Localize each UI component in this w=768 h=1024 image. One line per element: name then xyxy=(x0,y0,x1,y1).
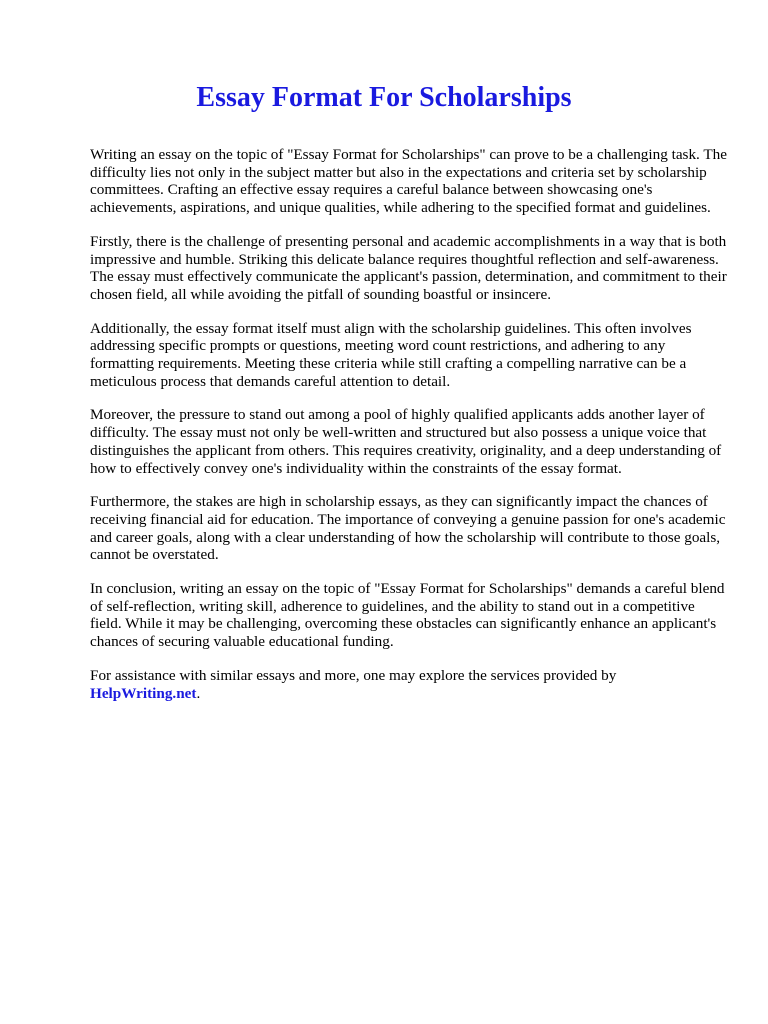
closing-text: For assistance with similar essays and more, one may explore the services provided by xyxy=(90,666,617,684)
closing-suffix: . xyxy=(196,684,201,702)
paragraph-6: In conclusion, writing an essay on the topic of "Essay Format for Scholarships" demands a careful blend of self-reflection, writing skill, adherence to guidelines, and the ability to stand out in a competitive field. While it may be challenging, overcoming these obstacles can significantly enhance an applicant's chances of securing valuable educational funding. xyxy=(90,580,725,651)
paragraph-1: Writing an essay on the topic of "Essay Format for Scholarships" can prove to be a challenging task. The difficulty lies not only in the subject matter but also in the expectations and criteria set by scholarship committees. Crafting an effective essay requires a careful balance between showcasing one's achievements, aspirations, and unique qualities, while adhering to the specified format and guidelines. xyxy=(90,146,727,217)
closing-paragraph xyxy=(90,667,730,702)
paragraph-4: Moreover, the pressure to stand out among a pool of highly qualified applicants adds another layer of difficulty. The essay must not only be well-written and structured but also possess a unique voice that distinguishes the applicant from others. This requires creativity, originality, and a deep understanding of how to effectively convey one's individuality within the constraints of the essay format. xyxy=(90,406,722,477)
paragraph-3: Additionally, the essay format itself must align with the scholarship guidelines. This often involves addressing specific prompts or questions, meeting word count restrictions, and adhering to any formatting requirements. Meeting these criteria while still crafting a compelling narrative can be a meticulous process that demands careful attention to detail. xyxy=(90,319,692,390)
document-body xyxy=(90,146,730,718)
paragraph-2: Firstly, there is the challenge of presenting personal and academic accomplishments in a way that is both impressive and humble. Striking this delicate balance requires thoughtful reflection and self-awareness. The essay must effectively communicate the applicant's passion, determination, and commitment to their chosen field, all while avoiding the pitfall of sounding boastful or insincere. xyxy=(90,232,727,303)
document-title: Essay Format For Scholarships xyxy=(196,82,572,113)
helpwriting-link[interactable]: HelpWriting.net xyxy=(90,684,197,702)
paragraph-5: Furthermore, the stakes are high in scholarship essays, as they can significantly impact the chances of receiving financial aid for education. The importance of conveying a genuine passion for one's academic and career goals, along with a clear understanding of how the scholarship will contribute to those goals, cannot be overstated. xyxy=(90,493,726,564)
